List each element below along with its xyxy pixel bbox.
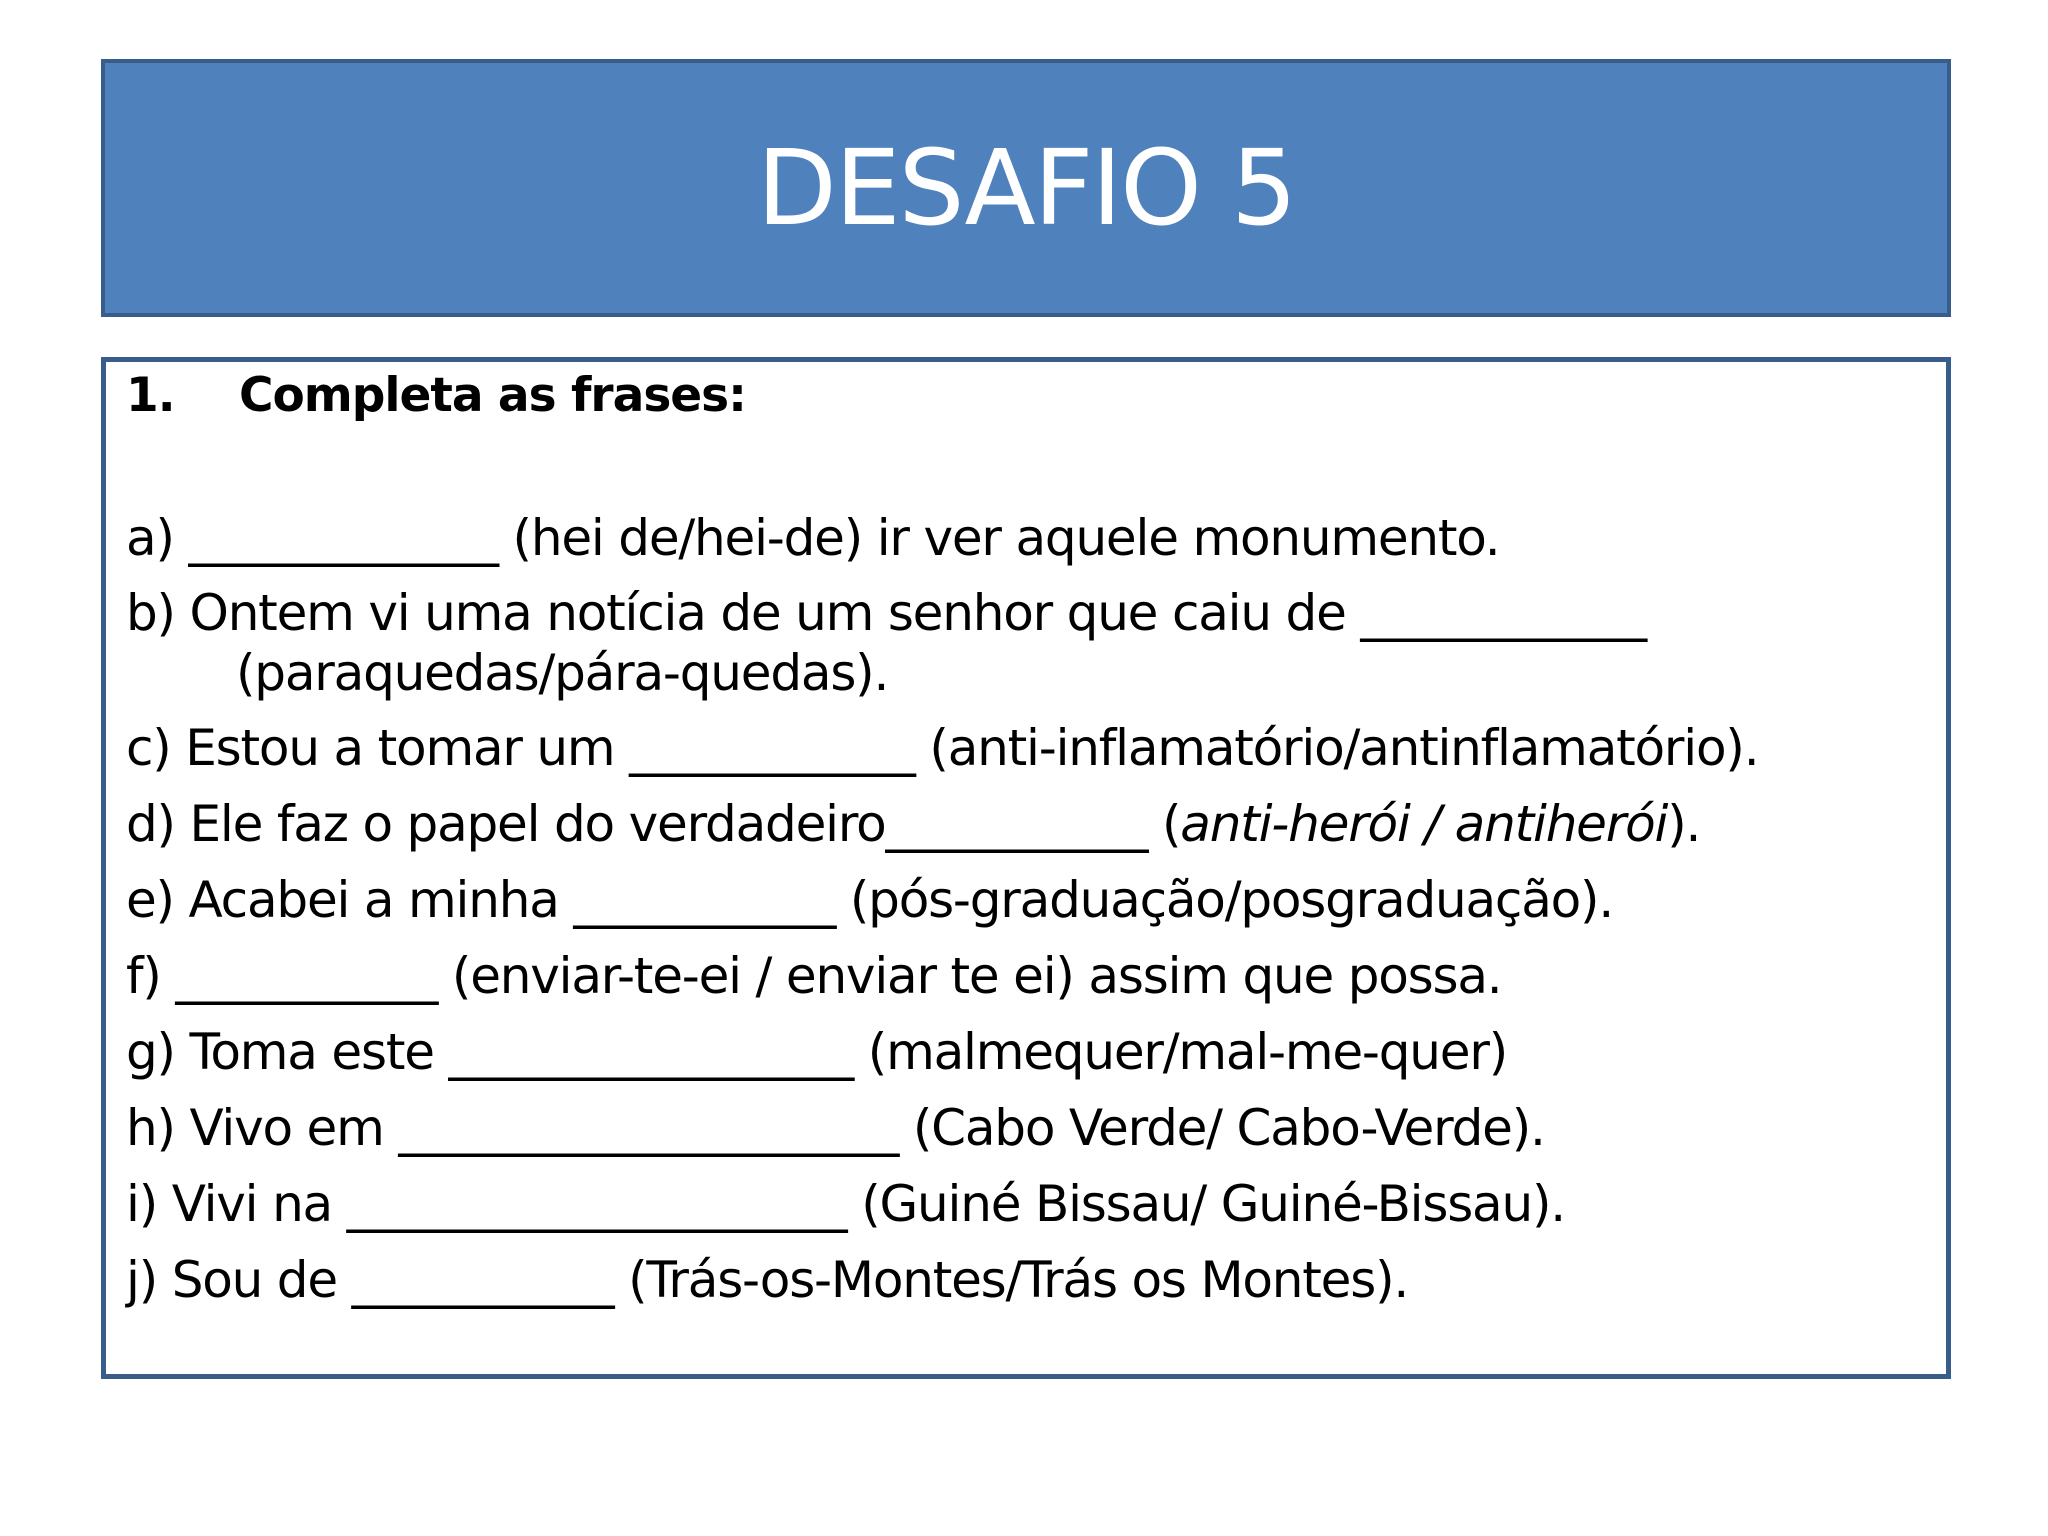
- sentence-ending: .: [873, 644, 889, 702]
- sentence-text: j) Sou de ___________: [126, 1251, 629, 1309]
- title-banner: [101, 59, 1951, 317]
- sentence-ending: ).: [1667, 795, 1701, 853]
- sentence-item-b: [126, 583, 1936, 703]
- sentence-text: e) Acabei a minha ___________: [126, 871, 850, 929]
- sentence-ending: ir ver aquele monumento.: [862, 509, 1500, 567]
- sentence-options: (Cabo Verde/ Cabo-Verde): [912, 1099, 1530, 1157]
- sentence-item-a: [126, 507, 1936, 569]
- sentence-ending: .: [1530, 1099, 1545, 1157]
- sentence-options: (Guiné Bissau/ Guiné-Bissau): [861, 1175, 1551, 1233]
- sentence-continuation: [126, 643, 1936, 703]
- sentence-options: (Trás-os-Montes/Trás os Montes): [628, 1251, 1394, 1309]
- slide-title: DESAFIO 5: [756, 127, 1296, 249]
- sentence-item-g: [126, 1021, 1936, 1083]
- sentence-text: f) ___________: [126, 947, 452, 1005]
- sentence-text: d) Ele faz o papel do verdadeiro___________ (: [126, 795, 1181, 853]
- sentence-options: (malmequer/mal-me-quer): [867, 1023, 1508, 1081]
- sentence-text: a) _____________: [126, 509, 513, 567]
- sentence-item-f: [126, 945, 1936, 1007]
- sentence-text: b) Ontem vi uma notícia de um senhor que caiu de ____________: [126, 584, 1646, 642]
- sentence-item-d: [126, 793, 1936, 855]
- sentence-options: (enviar-te-ei / enviar te ei): [451, 947, 1074, 1005]
- sentence-ending: .: [1743, 719, 1759, 777]
- exercise-number: 1.: [126, 368, 175, 423]
- sentence-text: g) Toma este _________________: [126, 1023, 868, 1081]
- sentence-ending: .: [1598, 871, 1614, 929]
- sentence-ending: .: [1550, 1175, 1565, 1233]
- sentence-item-i: [126, 1173, 1936, 1235]
- exercise-heading: [126, 368, 746, 423]
- sentence-options: (hei de/hei-de): [512, 509, 863, 567]
- sentence-options: anti-herói / antiherói: [1180, 795, 1668, 853]
- sentence-text: c) Estou a tomar um ____________: [126, 719, 930, 777]
- sentence-text: i) Vivi na _____________________: [126, 1175, 862, 1233]
- sentence-item-h: [126, 1097, 1936, 1159]
- sentence-text: h) Vivo em _____________________: [126, 1099, 913, 1157]
- exercise-box: [101, 357, 1951, 1379]
- sentence-item-e: [126, 869, 1936, 931]
- sentence-item-j: [126, 1249, 1936, 1311]
- sentence-options: (paraquedas/pára-quedas): [236, 644, 874, 702]
- sentence-item-c: [126, 717, 1936, 779]
- sentence-ending: .: [1393, 1251, 1409, 1309]
- sentence-options: (anti-inflamatório/antinflamatório): [929, 719, 1744, 777]
- exercise-instruction: Completa as frases:: [239, 368, 746, 423]
- sentence-options: (pós-graduação/posgraduação): [849, 871, 1599, 929]
- sentence-ending: assim que possa.: [1073, 947, 1502, 1005]
- sentence-list: [126, 507, 1936, 1325]
